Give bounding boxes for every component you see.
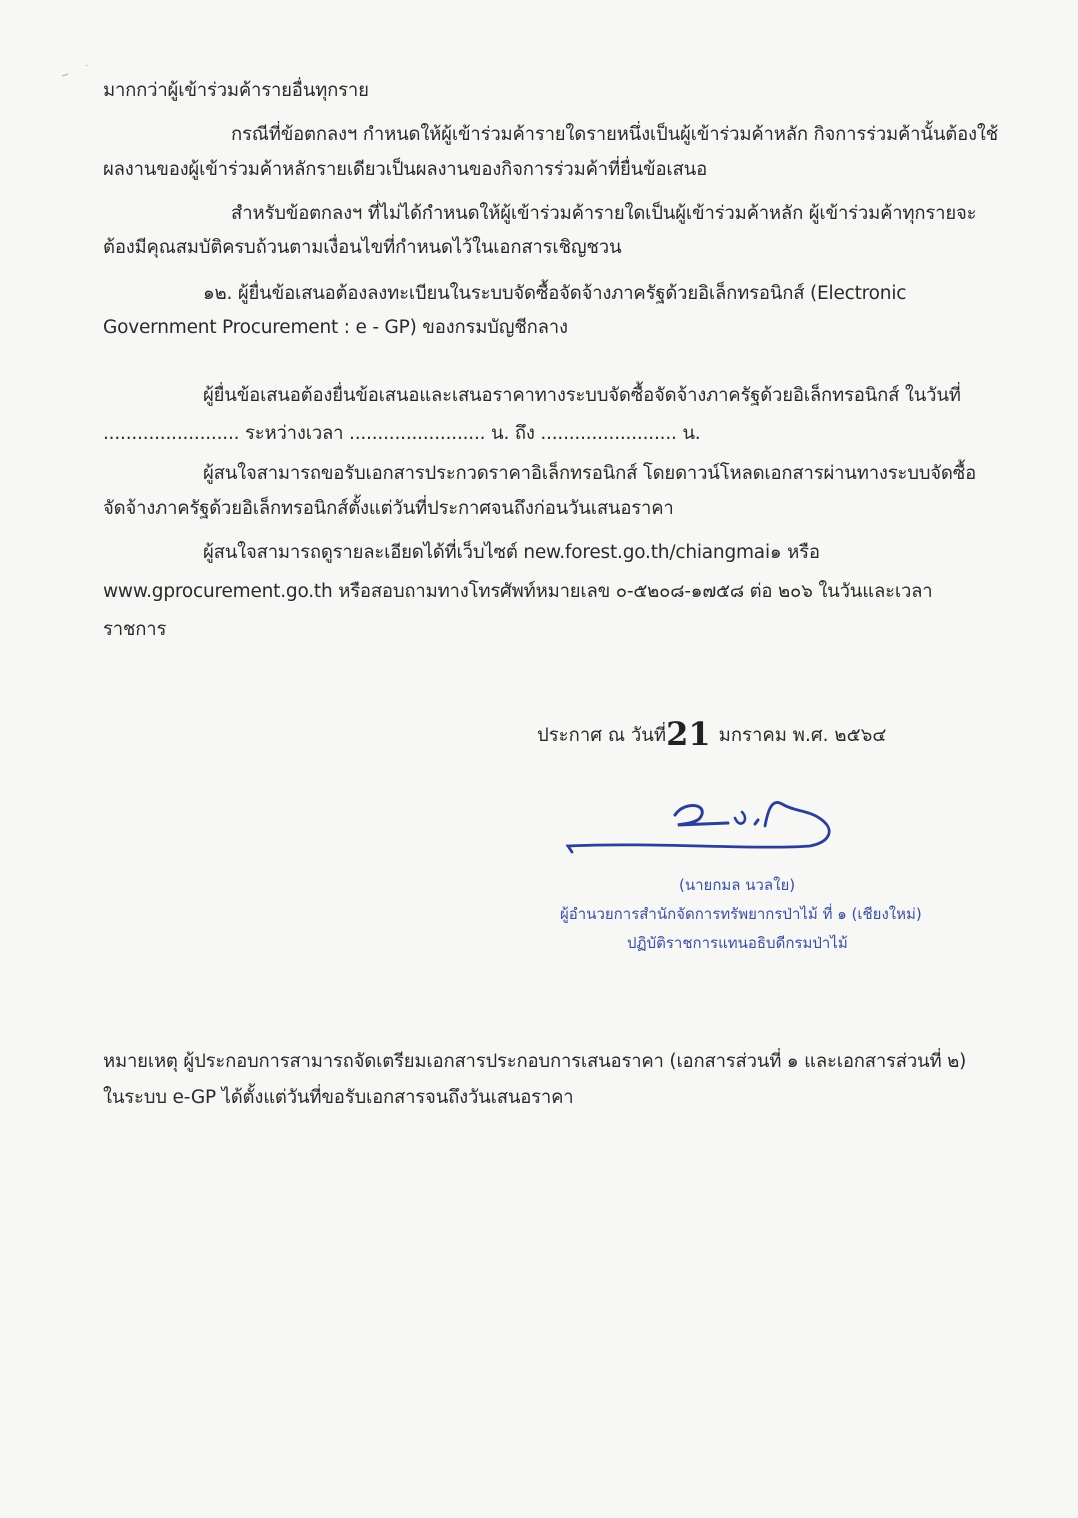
scan-speck-mark xyxy=(60,62,90,82)
announcement-date xyxy=(537,711,887,753)
signatory-name: (นายกมล นวลใย) xyxy=(679,876,796,894)
signatory-acting: ปฏิบัติราชการแทนอธิบดีกรมป่าไม้ xyxy=(627,934,848,952)
body-line-1: มากกว่าผู้เข้าร่วมค้ารายอื่นทุกราย xyxy=(103,80,369,101)
note-line-1: หมายเหตุ ผู้ประกอบการสามารถจัดเตรียมเอกสารประกอบการเสนอราคา (เอกสารส่วนที่ ๑ และเอกสารส่วนที่ ๒) xyxy=(103,1051,967,1072)
note-line-2: ในระบบ e-GP ได้ตั้งแต่วันที่ขอรับเอกสารจนถึงวันเสนอราคา xyxy=(103,1087,574,1108)
announcement-date-prefix: ประกาศ ณ วันที่ xyxy=(537,725,667,746)
website-line-2: www.gprocurement.go.th หรือสอบถามทางโทรศัพท์หมายเลข ๐-๕๒๐๘-๑๗๕๘ ต่อ ๒๐๖ ในวันและเวลา xyxy=(103,581,933,602)
signatory-position: ผู้อำนวยการสำนักจัดการทรัพยากรป่าไม้ ที่ ๑ (เชียงใหม่) xyxy=(560,905,922,923)
body-line-5: ต้องมีคุณสมบัติครบถ้วนตามเงื่อนไขที่กำหนดไว้ในเอกสารเชิญชวน xyxy=(103,237,622,258)
announcement-day-handwritten: 21 xyxy=(666,715,711,753)
announcement-date-suffix: มกราคม พ.ศ. ๒๕๖๔ xyxy=(718,725,887,746)
clause-12-line-1: ๑๒. ผู้ยื่นข้อเสนอต้องลงทะเบียนในระบบจัดซื้อจัดจ้างภาครัฐด้วยอิเล็กทรอนิกส์ (Electronic xyxy=(203,283,907,304)
website-line-1: ผู้สนใจสามารถดูรายละเอียดได้ที่เว็บไซต์ new.forest.go.th/chiangmai๑ หรือ xyxy=(203,542,820,563)
download-line-1: ผู้สนใจสามารถขอรับเอกสารประกวดราคาอิเล็กทรอนิกส์ โดยดาวน์โหลดเอกสารผ่านทางระบบจัดซื้อ xyxy=(203,463,977,484)
signature xyxy=(560,790,850,860)
website-line-3: ราชการ xyxy=(103,619,167,640)
clause-12-line-2: Government Procurement : e - GP) ของกรมบัญชีกลาง xyxy=(103,317,568,338)
submission-time-line: ........................ ระหว่างเวลา ........................ น. ถึง ........................ น. xyxy=(103,423,701,444)
body-line-2: กรณีที่ข้อตกลงฯ กำหนดให้ผู้เข้าร่วมค้ารายใดรายหนึ่งเป็นผู้เข้าร่วมค้าหลัก กิจการร่วมค้านั้นต้องใช้ xyxy=(231,124,999,145)
body-line-3: ผลงานของผู้เข้าร่วมค้าหลักรายเดียวเป็นผลงานของกิจการร่วมค้าที่ยื่นข้อเสนอ xyxy=(103,159,707,180)
download-line-2: จัดจ้างภาครัฐด้วยอิเล็กทรอนิกส์ตั้งแต่วันที่ประกาศจนถึงก่อนวันเสนอราคา xyxy=(103,498,674,519)
body-line-4: สำหรับข้อตกลงฯ ที่ไม่ได้กำหนดให้ผู้เข้าร่วมค้ารายใดเป็นผู้เข้าร่วมค้าหลัก ผู้เข้าร่วมค้าทุกรายจะ xyxy=(231,203,977,224)
submission-line-1: ผู้ยื่นข้อเสนอต้องยื่นข้อเสนอและเสนอราคาทางระบบจัดซื้อจัดจ้างภาครัฐด้วยอิเล็กทรอนิกส์ ในวันที่ xyxy=(203,385,961,406)
